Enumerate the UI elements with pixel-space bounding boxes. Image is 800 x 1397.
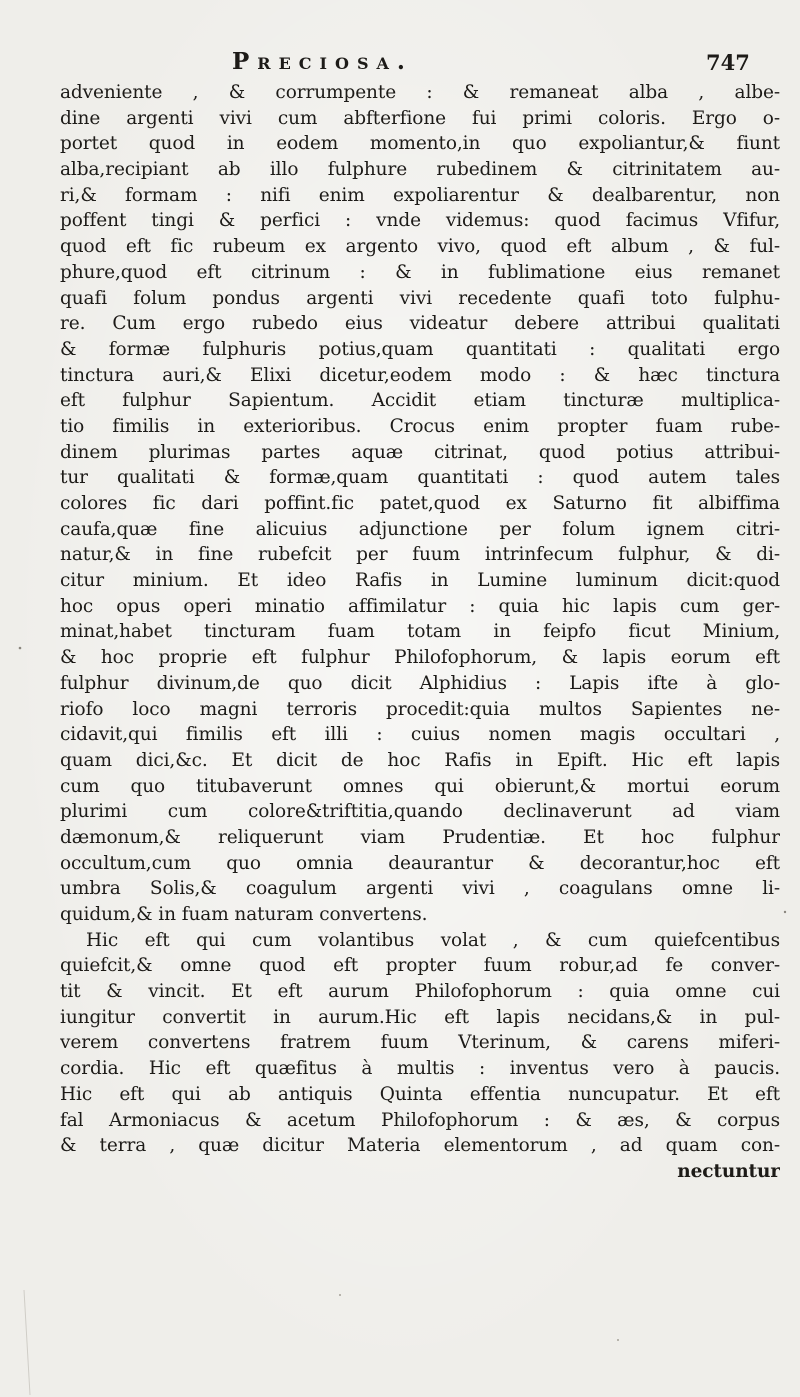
text-line: riofo loco magni terroris procedit:quia multos Sapientes ne- xyxy=(60,698,780,720)
text-line: dinem plurimas partes aquæ citrinat, quod potius attribui- xyxy=(60,441,780,463)
text-line: verem convertens fratrem fuum Vterinum, & carens miferi- xyxy=(60,1032,780,1054)
text-line: colores fic dari poffint.fic patet,quod ex Saturno fit albiffima xyxy=(60,493,780,514)
catchword: nectuntur xyxy=(677,1160,780,1182)
text-line: cordia. Hic eft quæfitus à multis : inventus vero à paucis. xyxy=(60,1058,780,1080)
text-line: dæmonum,& reliquerunt viam Prudentiæ. Et hoc fulphur xyxy=(60,826,780,848)
text-line: re. Cum ergo rubedo eius videatur debere attribui qualitati xyxy=(60,313,780,335)
text-line: natur,& in fine rubefcit per fuum intrinfecum fulphur, & di- xyxy=(60,544,780,566)
ink-speck xyxy=(617,1339,619,1341)
text-line: plurimi cum colore&triftitia,quando declinaverunt ad viam xyxy=(60,801,780,823)
text-line: quod eft fic rubeum ex argento vivo, quod eft album , & ful- xyxy=(60,236,780,258)
text-line: citur minium. Et ideo Rafis in Lumine luminum dicit:quod xyxy=(60,570,780,592)
text-line: occultum,cum quo omnia deaurantur & decorantur,hoc eft xyxy=(60,852,780,874)
text-line: dine argenti vivi cum abfterfione fui primi coloris. Ergo o- xyxy=(60,107,780,129)
text-line: adveniente , & corrumpente : & remaneat alba , albe- xyxy=(60,82,780,103)
text-line: umbra Solis,& coagulum argenti vivi , coagulans omne li- xyxy=(60,878,780,900)
text-line: Hic eft qui cum volantibus volat , & cum quiefcentibus xyxy=(86,929,780,951)
text-line: tio fimilis in exterioribus. Crocus enim propter fuam rube- xyxy=(60,415,780,437)
text-line: eft fulphur Sapientum. Accidit etiam tincturæ multiplica- xyxy=(60,390,780,412)
text-line: fal Armoniacus & acetum Philofophorum : & æs, & corpus xyxy=(60,1109,780,1131)
text-line: ri,& formam : nifi enim expoliarentur & dealbarentur, non xyxy=(60,184,780,206)
running-head: Preciosa. xyxy=(232,48,413,75)
text-line: tinctura auri,& Elixi dicetur,eodem modo : & hæc tinctura xyxy=(60,364,780,386)
text-line: cidavit,qui fimilis eft illi : cuius nomen magis occultari , xyxy=(60,724,780,746)
text-line: & hoc proprie eft fulphur Philofophorum, & lapis eorum eft xyxy=(60,647,780,669)
text-line: iungitur convertit in aurum.Hic eft lapis necidans,& in pul- xyxy=(60,1006,780,1028)
text-line: portet quod in eodem momento,in quo expoliantur,& fiunt xyxy=(60,133,780,155)
text-line: quafi folum pondus argenti vivi recedente quafi toto fulphu- xyxy=(60,287,780,309)
text-line: & formæ fulphuris potius,quam quantitati : qualitati ergo xyxy=(60,338,780,360)
text-line: tur qualitati & formæ,quam quantitati : quod autem tales xyxy=(60,467,780,489)
text-line: tit & vincit. Et eft aurum Philofophorum : quia omne cui xyxy=(60,981,780,1003)
text-line: fulphur divinum,de quo dicit Alphidius : Lapis ifte à glo- xyxy=(60,672,780,694)
text-line: quam dici,&c. Et dicit de hoc Rafis in Epift. Hic eft lapis xyxy=(60,749,780,771)
text-line: minat,habet tincturam fuam totam in feipfo ficut Minium, xyxy=(60,621,780,643)
text-line: quidum,& in fuam naturam convertens. xyxy=(60,904,428,925)
ink-speck xyxy=(784,911,786,913)
text-line: quiefcit,& omne quod eft propter fuum robur,ad fe conver- xyxy=(60,955,780,977)
body-text xyxy=(60,80,780,1185)
text-line: phure,quod eft citrinum : & in fublimatione eius remanet xyxy=(60,261,780,283)
text-line: cum quo titubaverunt omnes qui obierunt,& mortui eorum xyxy=(60,775,780,797)
paper-crease xyxy=(24,1290,30,1395)
ink-speck xyxy=(339,1294,341,1296)
text-line: Hic eft qui ab antiquis Quinta effentia nuncupatur. Et eft xyxy=(60,1083,780,1105)
text-line: & terra , quæ dicitur Materia elementorum , ad quam con- xyxy=(60,1135,780,1157)
text-line: hoc opus operi minatio affimilatur : quia hic lapis cum ger- xyxy=(60,595,780,617)
text-line: alba,recipiant ab illo fulphure rubedinem & citrinitatem au- xyxy=(60,159,780,181)
ink-speck xyxy=(19,647,22,650)
page-number: 747 xyxy=(706,50,750,75)
text-line: caufa,quæ fine alicuius adjunctione per folum ignem citri- xyxy=(60,518,780,540)
text-line: poffent tingi & perfici : vnde videmus: quod facimus Vfifur, xyxy=(60,210,780,232)
